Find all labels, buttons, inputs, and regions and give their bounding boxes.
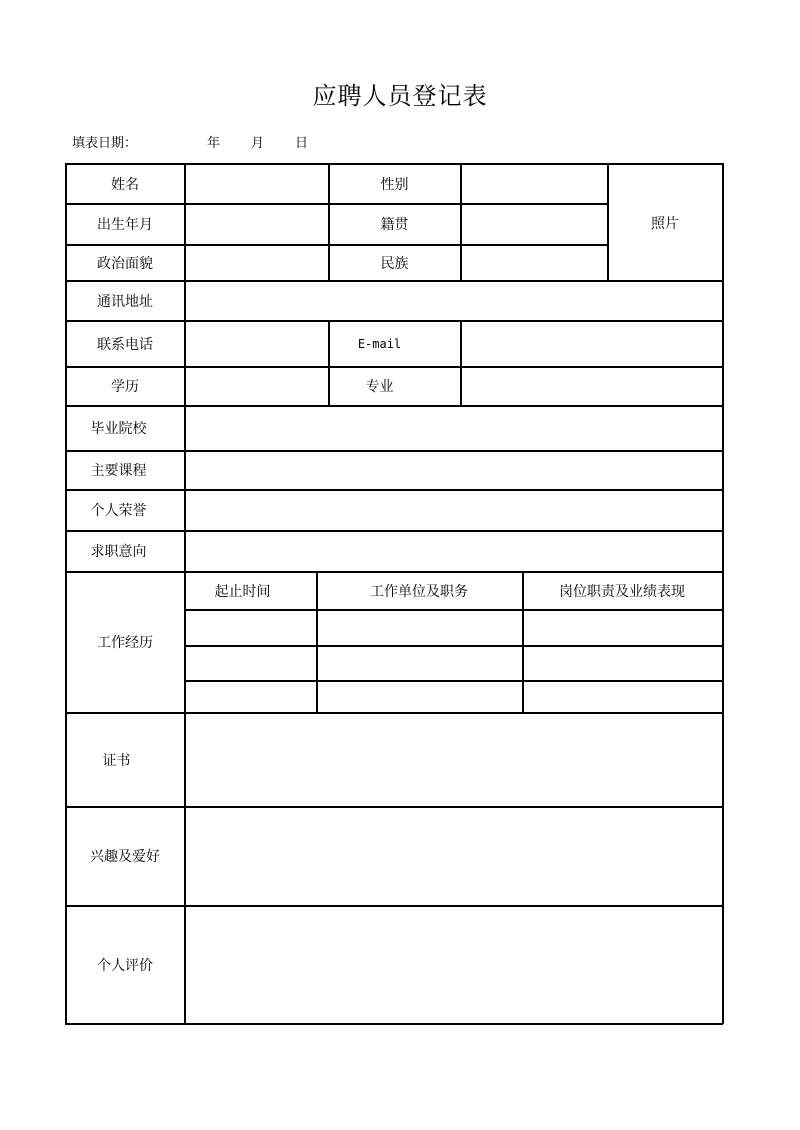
job-intention-field[interactable] — [185, 531, 722, 571]
self-evaluation-label: 个人评价 — [97, 957, 153, 974]
birth-field[interactable] — [185, 204, 328, 244]
fill-date-day: 日 — [295, 136, 309, 151]
native-place-label: 籍贯 — [380, 217, 409, 233]
work-row-1-employer-field[interactable] — [317, 610, 522, 645]
work-experience-label: 工作经历 — [97, 635, 153, 651]
honors-label: 个人荣誉 — [90, 503, 147, 519]
work-row-1-period-field[interactable] — [185, 610, 316, 645]
ethnicity-label: 民族 — [380, 255, 409, 272]
work-row-1-duties-field[interactable] — [523, 610, 722, 645]
work-header-duties: 岗位职责及业绩表现 — [559, 583, 685, 600]
work-row-3-duties-field[interactable] — [523, 681, 722, 712]
job-intention-label: 求职意向 — [90, 544, 147, 560]
page-title: 应聘人员登记表 — [312, 82, 488, 110]
fill-date-month: 月 — [251, 136, 265, 151]
self-evaluation-field[interactable] — [185, 906, 722, 1023]
honors-field[interactable] — [185, 490, 722, 530]
phone-label: 联系电话 — [97, 336, 153, 353]
birth-label: 出生年月 — [97, 217, 153, 233]
major-label: 专业 — [365, 379, 394, 395]
gender-field[interactable] — [461, 164, 607, 203]
work-row-2-period-field[interactable] — [185, 646, 316, 680]
major-field[interactable] — [461, 367, 722, 405]
hobbies-field[interactable] — [185, 807, 722, 905]
ethnicity-field[interactable] — [461, 245, 607, 280]
fill-date-label: 填表日期： — [72, 136, 138, 151]
courses-label: 主要课程 — [90, 463, 147, 479]
school-label: 毕业院校 — [90, 421, 147, 437]
education-field[interactable] — [185, 367, 328, 405]
name-field[interactable] — [185, 164, 328, 203]
education-label: 学历 — [111, 379, 139, 395]
phone-field[interactable] — [185, 321, 328, 366]
certificates-label: 证书 — [102, 752, 131, 769]
hobbies-label: 兴趣及爱好 — [90, 849, 160, 865]
work-row-2-duties-field[interactable] — [523, 646, 722, 680]
grid-line — [722, 163, 724, 1024]
gender-label: 性别 — [380, 176, 409, 193]
work-header-period: 起止时间 — [214, 583, 271, 600]
native-place-field[interactable] — [461, 204, 607, 244]
school-field[interactable] — [185, 406, 722, 450]
work-header-employer: 工作单位及职务 — [370, 583, 468, 600]
courses-field[interactable] — [185, 451, 722, 489]
address-label: 通讯地址 — [97, 293, 153, 310]
work-row-3-period-field[interactable] — [185, 681, 316, 712]
certificates-field[interactable] — [185, 713, 722, 806]
work-row-2-employer-field[interactable] — [317, 646, 522, 680]
political-status-field[interactable] — [185, 245, 328, 280]
name-label: 姓名 — [111, 176, 139, 193]
political-status-label: 政治面貌 — [97, 255, 153, 272]
email-label: E-mail — [357, 336, 402, 351]
photo-label: 照片 — [651, 216, 679, 232]
fill-date-year: 年 — [207, 136, 221, 151]
work-row-3-employer-field[interactable] — [317, 681, 522, 712]
address-field[interactable] — [185, 281, 722, 320]
email-field[interactable] — [461, 321, 722, 366]
